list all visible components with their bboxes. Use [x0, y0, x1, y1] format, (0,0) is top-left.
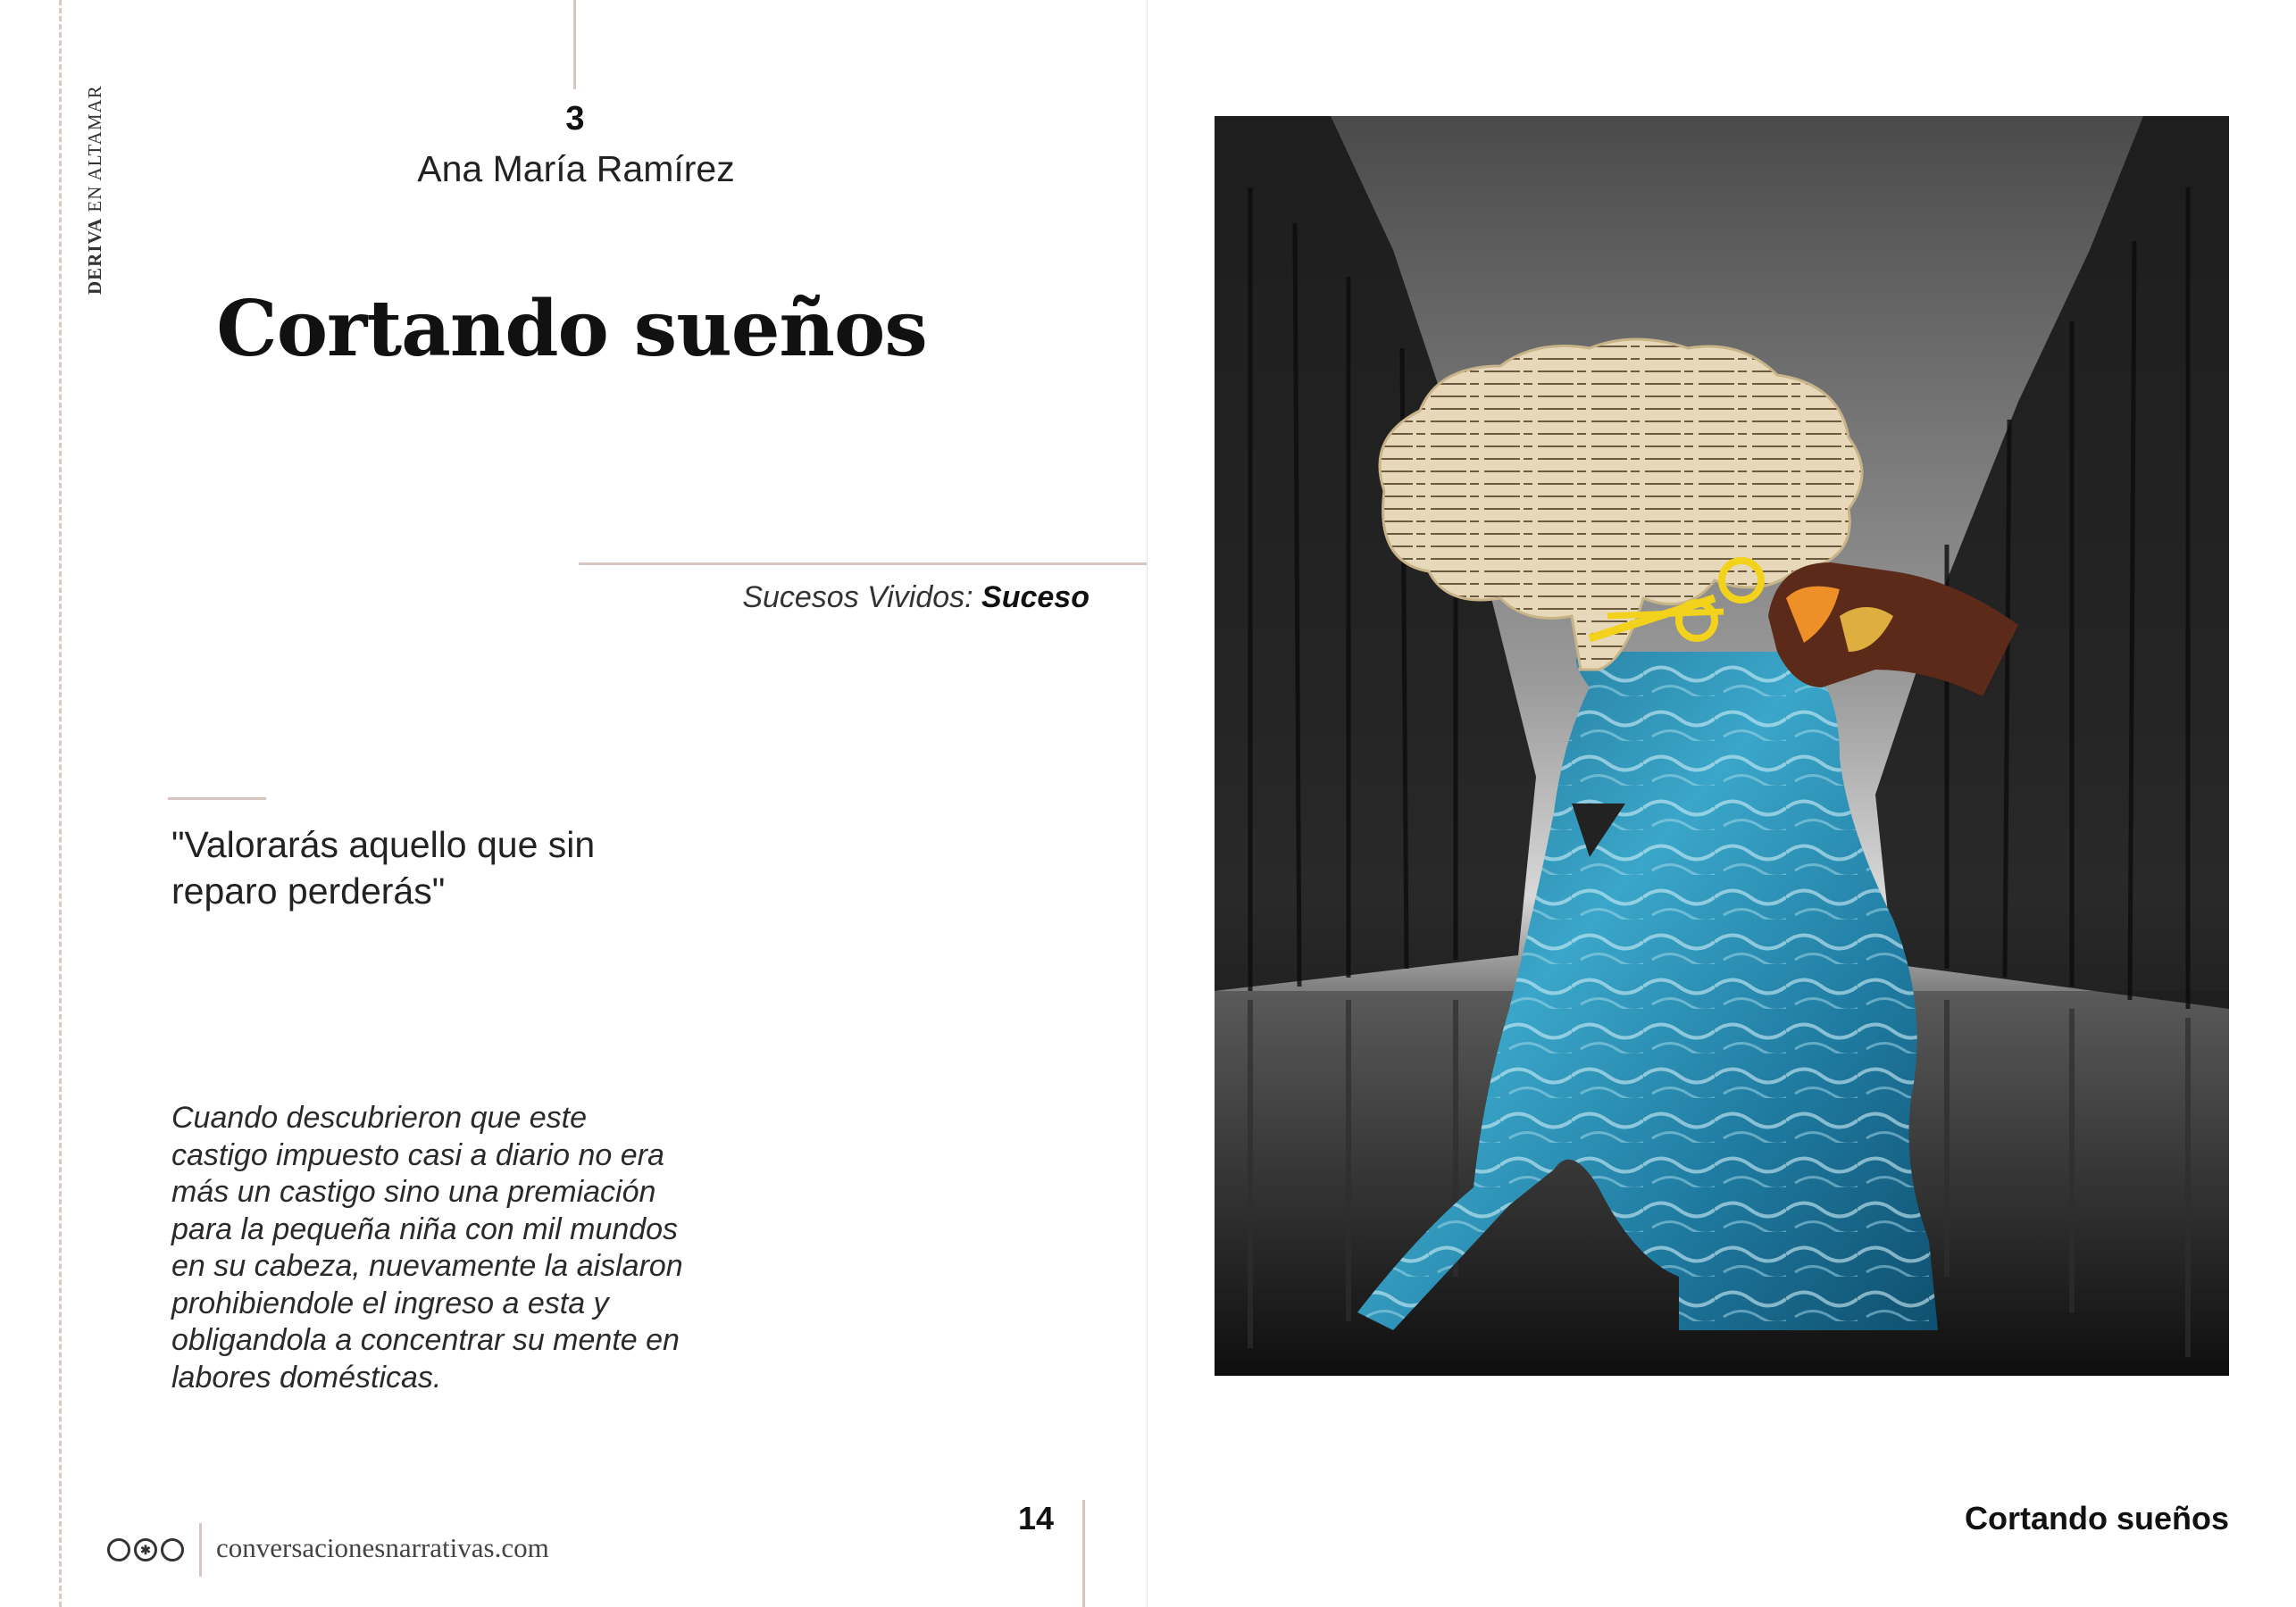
- margin-dashed-rule: [59, 0, 62, 1607]
- page-title: Cortando sueños: [216, 284, 927, 374]
- magazine-side-label: [79, 54, 114, 295]
- quote-rule: [168, 797, 266, 800]
- page-number: 14: [1017, 1500, 1054, 1536]
- cc-icon: [107, 1538, 130, 1561]
- synopsis-text: Cuando descubrieron que este castigo impuesto casi a diario no era más un castigo sino una premiación para la pequeña niña con mil mundos en su cabeza, nuevamente la aislaron prohibiendole el ingreso a esta y obligandola a concentrar su mente en labores domésticas.: [171, 1101, 683, 1395]
- footer-separator: [199, 1523, 202, 1577]
- license-icons: [107, 1534, 189, 1566]
- side-label-rest: EN ALTAMAR: [84, 85, 105, 218]
- top-divider: [573, 0, 576, 89]
- illustration-svg: [1215, 116, 2229, 1376]
- collage-illustration: [1215, 116, 2229, 1376]
- chapter-number: 3: [565, 100, 585, 137]
- pull-quote: "Valorarás aquello que sin reparo perderás": [171, 824, 596, 912]
- side-label-bold: DERIVA: [84, 217, 105, 295]
- category-value: Suceso: [981, 580, 1090, 614]
- by-icon: ✱: [134, 1538, 157, 1561]
- category-line: [643, 580, 1090, 615]
- author-name: Ana María Ramírez: [417, 148, 735, 189]
- website-link[interactable]: conversacionesnarrativas.com: [216, 1532, 549, 1563]
- nc-icon: [161, 1538, 184, 1561]
- footer-story-title: Cortando sueños: [1964, 1500, 2229, 1536]
- section-divider: [579, 562, 1148, 565]
- category-label: Sucesos Vividos:: [742, 580, 982, 614]
- bottom-divider: [1082, 1500, 1085, 1607]
